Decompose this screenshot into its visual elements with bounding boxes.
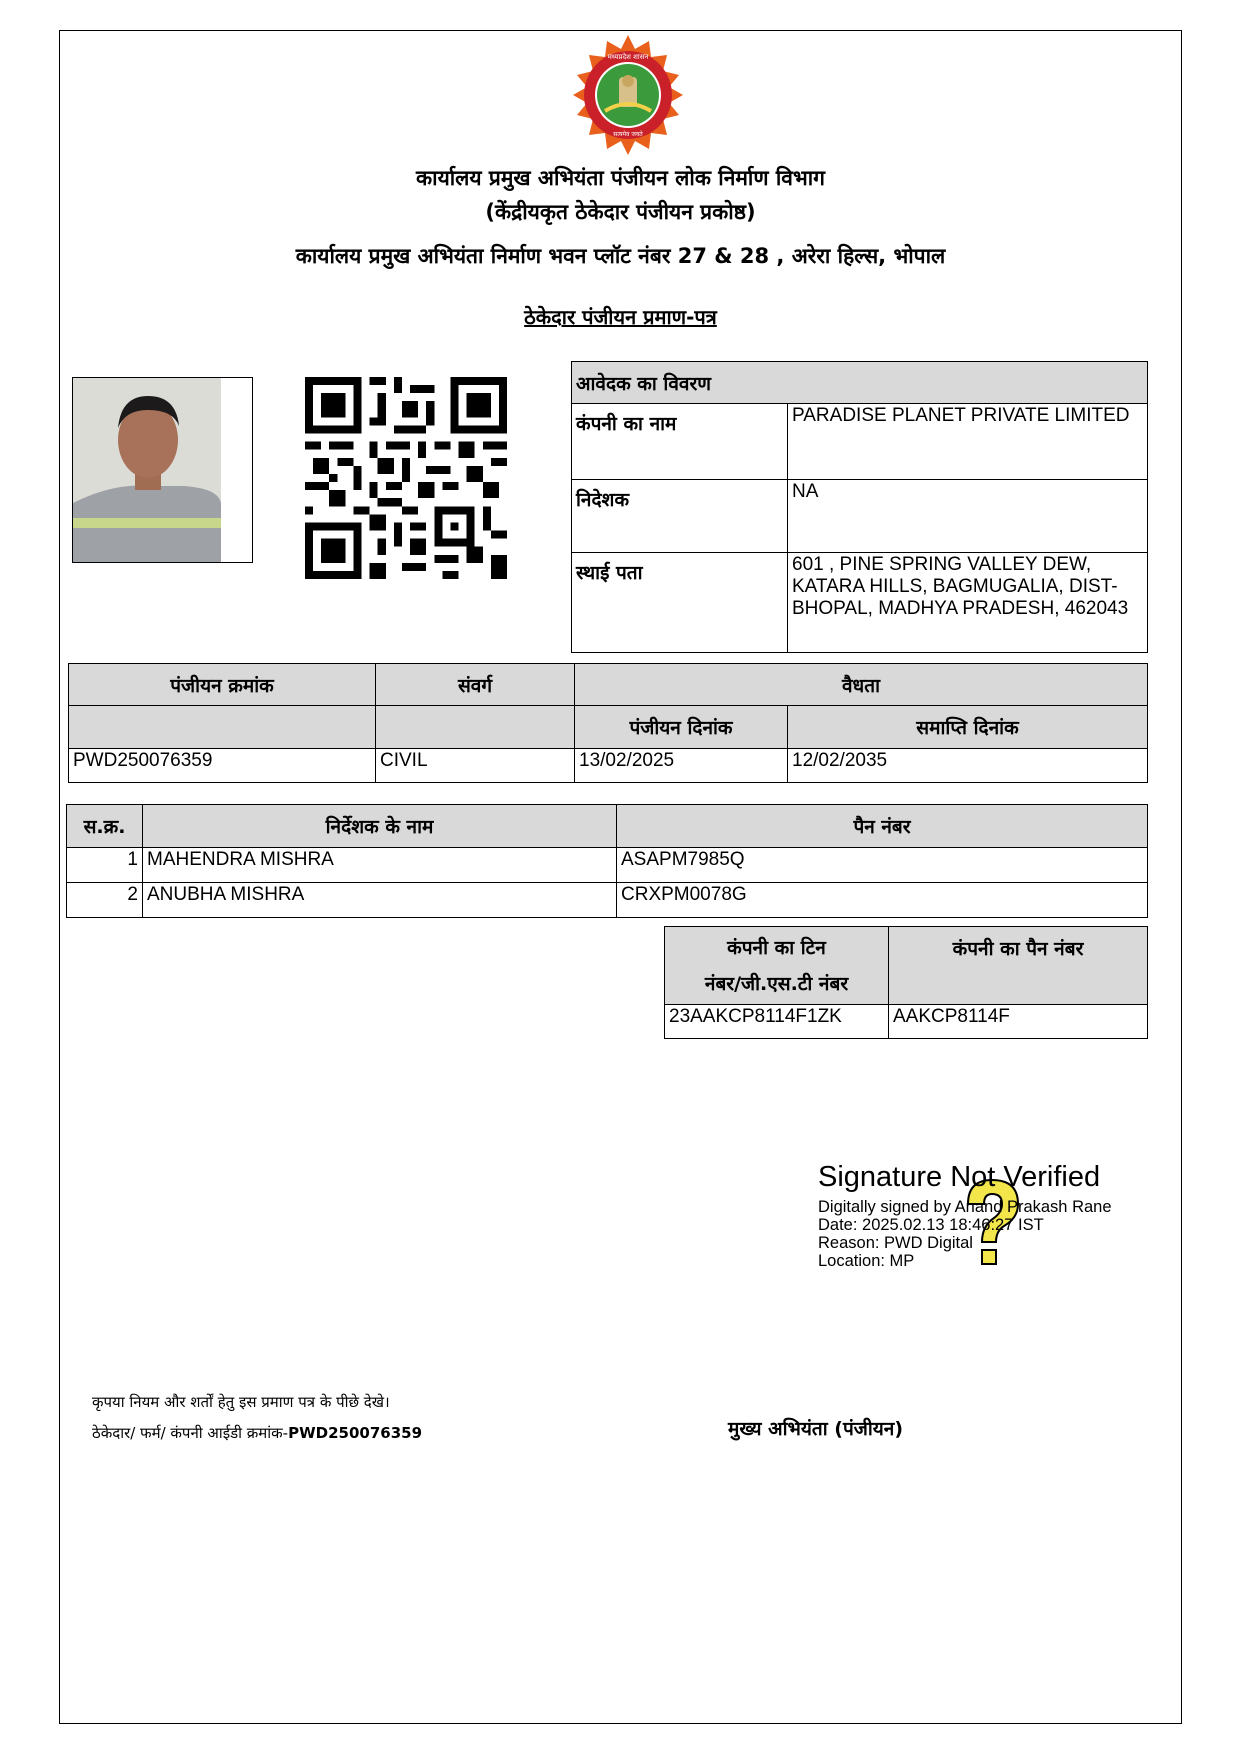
director-name: ANUBHA MISHRA [143, 883, 617, 918]
applicant-section-title: आवेदक का विवरण [572, 362, 1148, 404]
director-sno: 1 [67, 848, 143, 883]
mp-government-emblem-icon [565, 33, 691, 157]
header-office-name: कार्यालय प्रमुख अभियंता पंजीयन लोक निर्माण विभाग [416, 166, 825, 190]
terms-note: कृपया नियम और शर्तों हेतु इस प्रमाण पत्र के पीछे देखे। [92, 1393, 390, 1411]
tin-value: 23AAKCP8114F1ZK [665, 1005, 889, 1039]
director-pan: CRXPM0078G [617, 883, 1148, 918]
validity-header: वैधता [575, 664, 1148, 706]
certificate-title: ठेकेदार पंजीयन प्रमाण-पत्र [524, 305, 717, 329]
reg-no-header: पंजीयन क्रमांक [69, 664, 376, 706]
reg-no-value: PWD250076359 [69, 749, 376, 783]
emblem-ring-text: मध्यप्रदेश शासन [607, 53, 649, 61]
directors-table [66, 804, 1148, 918]
table-row [67, 883, 1148, 918]
director-value: NA [788, 480, 1148, 553]
company-name-value: PARADISE PLANET PRIVATE LIMITED [788, 404, 1148, 480]
pan-header: पैन नंबर [617, 805, 1148, 848]
category-header: संवर्ग [376, 664, 575, 706]
director-sno: 2 [67, 883, 143, 918]
category-value: CIVIL [376, 749, 575, 783]
reg-date-value: 13/02/2025 [575, 749, 788, 783]
director-name-header: निर्देशक के नाम [143, 805, 617, 848]
company-pan-value: AAKCP8114F [889, 1005, 1148, 1039]
digital-signature-block [818, 1160, 1112, 1270]
signature-signed-by: Digitally signed by Anand Prakash Rane [818, 1198, 1112, 1216]
contractor-id: ठेकेदार/ फर्म/ कंपनी आईडी क्रमांक-PWD250076359 [92, 1424, 423, 1442]
company-name-label: कंपनी का नाम [572, 404, 788, 480]
signature-location: Location: MP [818, 1252, 915, 1270]
director-pan: ASAPM7985Q [617, 848, 1148, 883]
table-row [67, 848, 1148, 883]
director-name: MAHENDRA MISHRA [143, 848, 617, 883]
registration-table [68, 663, 1148, 783]
header-cell-name: (केंद्रीयकृत ठेकेदार पंजीयन प्रकोष्ठ) [485, 200, 756, 224]
signature-reason: Reason: PWD Digital [818, 1234, 973, 1252]
reg-date-header: पंजीयन दिनांक [575, 706, 788, 749]
header-address: कार्यालय प्रमुख अभियंता निर्माण भवन प्लॉट नंबर 27 & 28 , अरेरा हिल्स, भोपाल [295, 244, 946, 268]
signature-status: Signature Not Verified [818, 1161, 1101, 1193]
sno-header: स.क्र. [67, 805, 143, 848]
contractor-id-value: PWD250076359 [288, 1424, 423, 1442]
company-pan-header: कंपनी का पैन नंबर [889, 927, 1148, 1005]
director-label: निदेशक [572, 480, 788, 553]
applicant-details-table [571, 361, 1148, 653]
chief-engineer-title: मुख्य अभियंता (पंजीयन) [728, 1418, 904, 1440]
qr-code-icon [305, 376, 507, 580]
applicant-photo [72, 377, 253, 563]
address-label: स्थाई पता [572, 553, 788, 653]
signature-date: Date: 2025.02.13 18:46:27 IST [818, 1216, 1044, 1234]
company-tax-table [664, 926, 1148, 1039]
expiry-date-header: समाप्ति दिनांक [788, 706, 1148, 749]
address-value: 601 , PINE SPRING VALLEY DEW, KATARA HILLS, BAGMUGALIA, DIST-BHOPAL, MADHYA PRADESH, 462043 [788, 553, 1148, 653]
emblem-motto: सत्यमेव जयते [613, 131, 643, 138]
expiry-date-value: 12/02/2035 [788, 749, 1148, 783]
tin-header: कंपनी का टिन नंबर/जी.एस.टी नंबर [665, 927, 889, 1005]
